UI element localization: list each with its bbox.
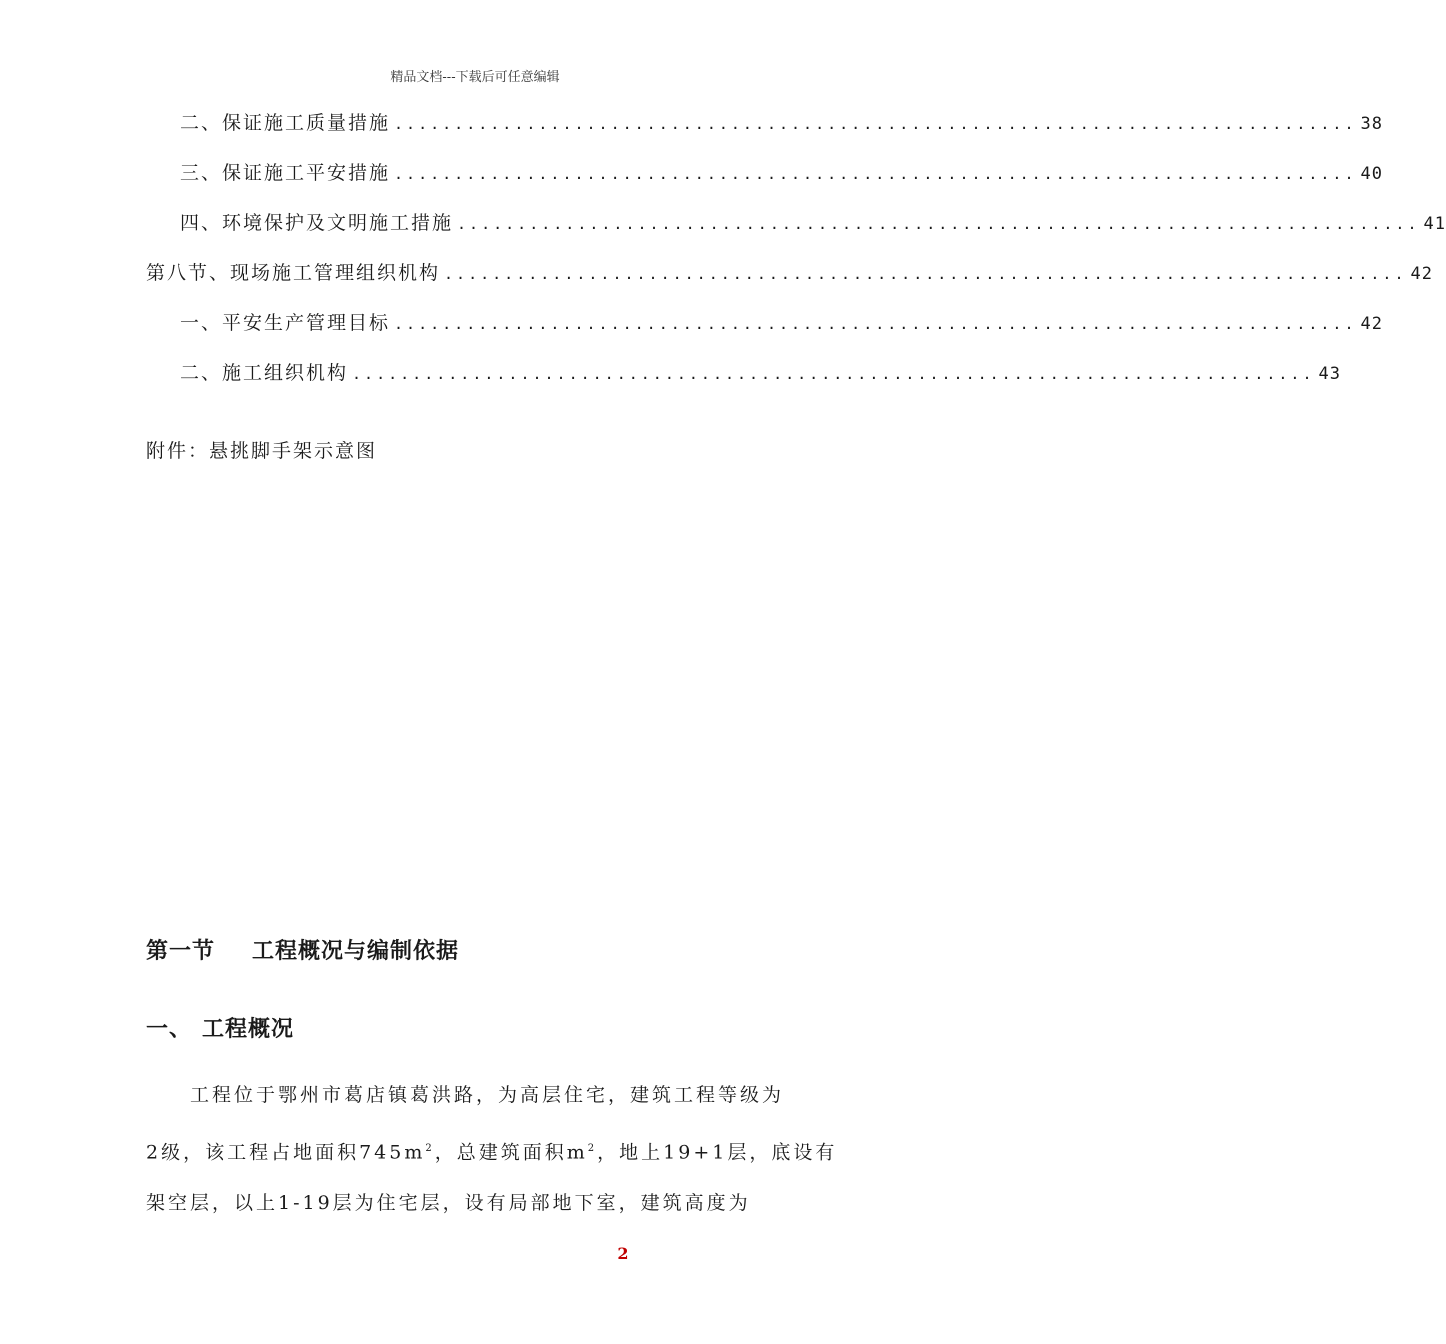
page-footer	[0, 1244, 950, 1263]
toc-leader-dots: ................................................................................	[394, 115, 1357, 133]
superscript: 2	[587, 1143, 598, 1154]
toc-entry-title: 二、施工组织机构	[180, 362, 349, 384]
superscript: 2	[425, 1143, 435, 1154]
toc-entry-page: 40	[1360, 164, 1383, 184]
paragraph-line: 工程位于鄂州市葛店镇葛洪路，为高层住宅，建筑工程等级为	[190, 1084, 785, 1106]
toc-leader-dots: ................................................................................	[444, 265, 1407, 283]
page-header: 精品文档---下载后可任意编辑	[390, 70, 560, 85]
section-number: 第一节	[146, 939, 216, 964]
toc-entry[interactable]	[146, 358, 1341, 388]
toc-entry[interactable]	[146, 308, 1383, 338]
section-heading	[146, 934, 459, 965]
toc-entry-title: 三、保证施工平安措施	[180, 162, 391, 184]
toc-leader-dots: ................................................................................	[457, 215, 1420, 233]
subsection-title: 工程概况	[202, 1017, 295, 1042]
subsection-heading	[146, 1012, 294, 1043]
subsection-number: 一、	[146, 1017, 193, 1042]
toc-entry-title: 二、保证施工质量措施	[180, 112, 391, 134]
page-number: 2	[617, 1244, 629, 1263]
toc-entry-page: 42	[1410, 264, 1433, 284]
toc-leader-dots: ................................................................................	[352, 365, 1315, 383]
toc-leader-dots: ................................................................................	[394, 315, 1357, 333]
paragraph-line: 架空层，以上1-19层为住宅层，设有局部地下室，建筑高度为	[146, 1192, 751, 1214]
toc-entry-page: 43	[1318, 364, 1341, 384]
toc-entry-page: 42	[1360, 314, 1383, 334]
toc-entry-page: 38	[1360, 114, 1383, 134]
body-paragraph	[146, 1068, 838, 1230]
toc-leader-dots: ................................................................................	[394, 165, 1357, 183]
toc-entry[interactable]	[146, 158, 1383, 188]
toc-entry-title: 第八节、现场施工管理组织机构	[146, 262, 441, 284]
toc-entry-page: 41	[1423, 214, 1446, 234]
paragraph-text: 2级，该工程占地面积745m	[146, 1141, 426, 1164]
toc-entry-title: 一、平安生产管理目标	[180, 312, 391, 334]
toc-entry[interactable]	[146, 108, 1383, 138]
section-title: 工程概况与编制依据	[252, 939, 460, 964]
toc-entry-title: 四、环境保护及文明施工措施	[180, 212, 454, 234]
paragraph-text: ，地上19+1层，底设有	[597, 1141, 838, 1164]
paragraph-line	[146, 1122, 838, 1176]
toc-entry[interactable]	[146, 208, 1446, 238]
toc-entry[interactable]	[146, 258, 1433, 288]
paragraph-text: ，总建筑面积m	[434, 1141, 588, 1164]
attachment-line: 附件：悬挑脚手架示意图	[146, 440, 378, 462]
